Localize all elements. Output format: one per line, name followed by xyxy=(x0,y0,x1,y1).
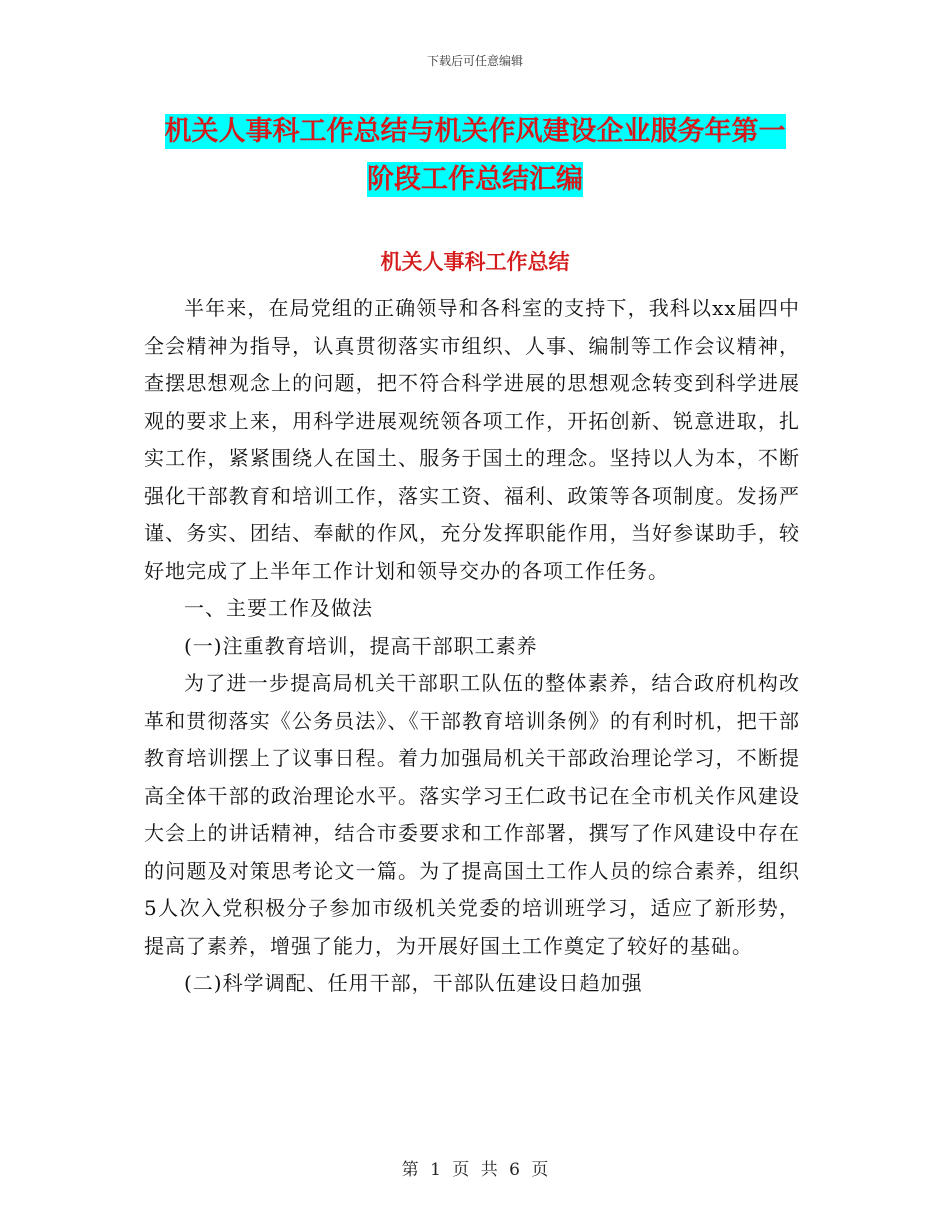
document-title xyxy=(0,108,950,204)
title-line-2: 阶段工作总结汇编 xyxy=(367,164,583,195)
subsection-heading: (二)科学调配、任用干部，干部队伍建设日趋加强 xyxy=(184,971,643,995)
section-heading: 一、主要工作及做法 xyxy=(184,596,373,620)
title-line-1: 机关人事科工作总结与机关作风建设企业服务年第一 xyxy=(164,116,786,147)
document-body xyxy=(144,290,800,1003)
subsection-heading: (一)注重教育培训，提高干部职工素养 xyxy=(184,633,538,658)
section-title: 机关人事科工作总结 xyxy=(380,249,570,274)
page-number: 第 1 页 共 6 页 xyxy=(401,1160,549,1180)
paragraph: 为了进一步提高局机关干部职工队伍的整体素养，结合政府机构改革和贯彻落实《公务员法》、《干部教育培训条例》的有利时机，把干部教育培训摆上了议事日程。着力加强局机关干部政治理论学习，不断提高全体干部的政治理论水平。落实学习王仁政书记在全市机关作风建设大会上的讲话精神，结合市委要求和工作部署，撰写了作风建设中存在的问题及对策思考论文一篇。为了提高国土工作人员的综合素养，组织5人次入党积极分子参加市级机关党委的培训班学习，适应了新形势，提高了素养，增强了能力，为开展好国土工作奠定了较好的基础。 xyxy=(144,671,800,958)
page-header-note: 下载后可任意编辑 xyxy=(426,54,523,68)
paragraph: 半年来，在局党组的正确领导和各科室的支持下，我科以xx届四中全会精神为指导，认真贯彻落实市组织、人事、编制等工作会议精神，查摆思想观念上的问题，把不符合科学进展的思想观念转变到科学进展观的要求上来，用科学进展观统领各项工作，开拓创新、锐意进取，扎实工作，紧紧围绕人在国土、服务于国土的理念。坚持以人为本，不断强化干部教育和培训工作，落实工资、福利、政策等各项制度。发扬严谨、务实、团结、奉献的作风，充分发挥职能作用，当好参谋助手，较好地完成了上半年工作计划和领导交办的各项工作任务。 xyxy=(144,296,800,583)
